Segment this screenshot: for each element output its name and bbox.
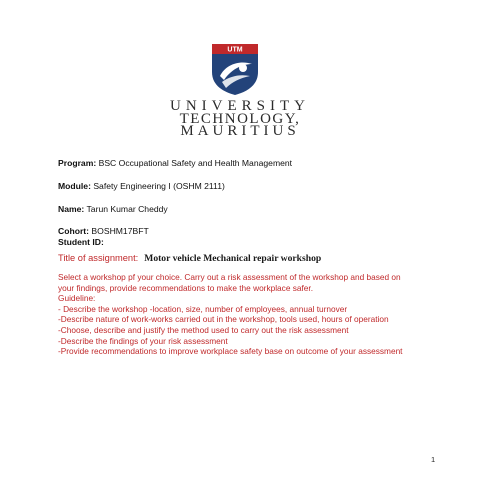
module-value: Safety Engineering I (OSHM 2111) [90,181,225,191]
name-field [58,204,168,214]
shield-icon [210,42,260,96]
instruction-line: your findings, provide recommendations to make the workplace safer. [58,282,314,293]
name-label: Name: [58,204,85,214]
program-field [58,158,292,168]
university-line-1: UNIVERSITY [170,98,310,114]
guideline-item: -Describe the findings of your risk assessment [58,335,228,346]
university-line-3: MAURITIUS [180,123,300,139]
guideline-heading: Guideline: [58,293,96,304]
assignment-title-row [58,253,321,264]
assignment-title-label: Title of assignment: [58,253,139,263]
student-id-field [58,237,104,247]
crest-badge-text: UTM [227,46,243,54]
guideline-item: -Choose, describe and justify the method used to carry out the risk assessment [58,324,349,335]
university-name [150,100,330,138]
program-label: Program: [58,158,97,168]
module-label: Module: [58,181,91,191]
cohort-label: Cohort: [58,226,90,236]
university-crest-logo [210,42,260,96]
program-value: BSC Occupational Safety and Health Management [96,158,293,168]
guideline-item: - Describe the workshop -location, size, number of employees, annual turnover [58,303,348,314]
university-line-2: TECHNOLOGY, [179,110,301,127]
cohort-value: BOSHM17BFT [89,226,149,236]
assignment-title: Motor vehicle Mechanical repair workshop [144,253,322,264]
page-number: 1 [431,455,436,464]
instruction-line: Select a workshop pf your choice. Carry out a risk assessment of the workshop and based on [58,272,401,282]
name-value: Tarun Kumar Cheddy [84,204,168,214]
student-id-label: Student ID: [58,237,104,247]
guideline-item: -Provide recommendations to improve workplace safety base on outcome of your assessment [58,346,403,357]
module-field [58,181,225,191]
cohort-field [58,226,149,236]
assignment-instructions [58,272,448,357]
guideline-item: -Describe nature of work-works carried out in the workshop, tools used, hours of operation [58,314,389,325]
